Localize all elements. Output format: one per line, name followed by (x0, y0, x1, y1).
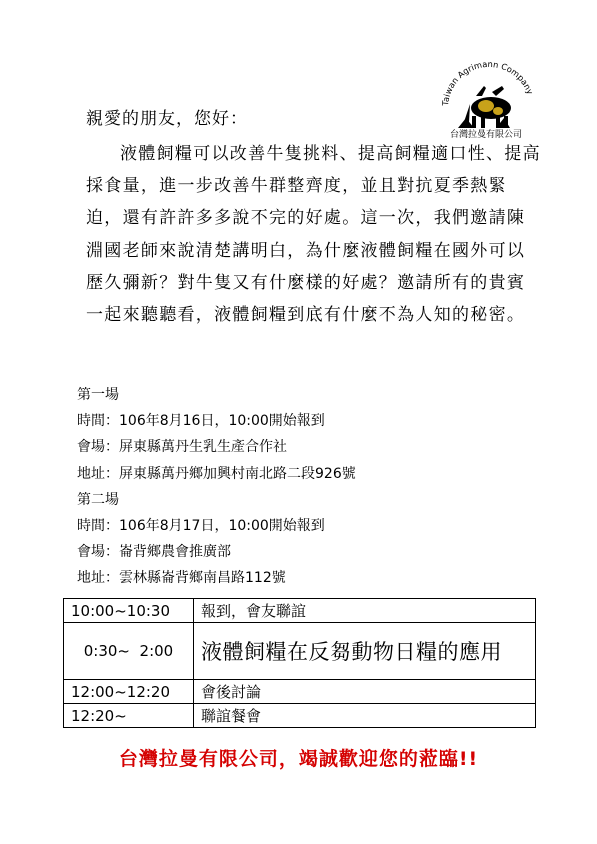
intro-paragraph (86, 138, 541, 331)
session-address: 地址：屏東縣萬丹鄉加興村南北路二段926號 (77, 465, 356, 482)
session-1 (77, 382, 356, 487)
session-time: 時間：106年8月17日，10:00開始報到 (77, 518, 325, 535)
session-venue: 會場：崙背鄉農會推廣部 (77, 544, 231, 561)
company-logo (436, 56, 536, 142)
greeting: 親愛的朋友，您好： (86, 109, 248, 129)
logo-arc-text: Taiwan Agrimann Company (440, 58, 536, 107)
schedule-item: 聯誼餐會 (194, 704, 536, 728)
cow-icon (458, 86, 511, 128)
schedule-time: 0:30~ 2:00 (64, 623, 194, 680)
schedule-item: 液體飼糧在反芻動物日糧的應用 (194, 623, 536, 680)
schedule-time: 10:00~10:30 (64, 599, 194, 623)
schedule-item: 報到，會友聯誼 (194, 599, 536, 623)
schedule-row (64, 680, 536, 704)
schedule-time: 12:00~12:20 (64, 680, 194, 704)
session-title: 第一場 (77, 387, 119, 403)
logo-company-name: 台灣拉曼有限公司 (449, 130, 523, 140)
schedule-item: 會後討論 (194, 680, 536, 704)
welcome-footer: 台灣拉曼有限公司，竭誠歡迎您的蒞臨!! (118, 748, 479, 770)
schedule-row (64, 599, 536, 623)
schedule-table (63, 598, 536, 728)
session-list (77, 382, 356, 592)
session-address: 地址：雲林縣崙背鄉南昌路112號 (77, 570, 286, 587)
schedule-row (64, 623, 536, 680)
session-venue: 會場：屏東縣萬丹生乳生產合作社 (77, 439, 287, 456)
schedule-row (64, 704, 536, 728)
session-title: 第二場 (77, 491, 119, 508)
intro-text: 液體飼糧可以改善牛隻挑料、提高飼糧適口性、提高採食量，進一步改善牛群整齊度，並且對抗夏季熱緊迫，還有許許多多說不完的好處。這一次，我們邀請陳淵國老師來說清楚講明白，為什麼液體飼糧在國外可以歷久彌新？對牛隻又有什麼樣的好處？邀請所有的貴賓一起來聽聽看，液體飼糧到底有什麼不為人知的秘密。 (86, 144, 541, 326)
cow-logo-icon (436, 56, 536, 142)
session-2 (77, 487, 356, 592)
schedule-time: 12:20~ (64, 704, 194, 728)
session-time: 時間：106年8月16日，10:00開始報到 (77, 413, 325, 430)
